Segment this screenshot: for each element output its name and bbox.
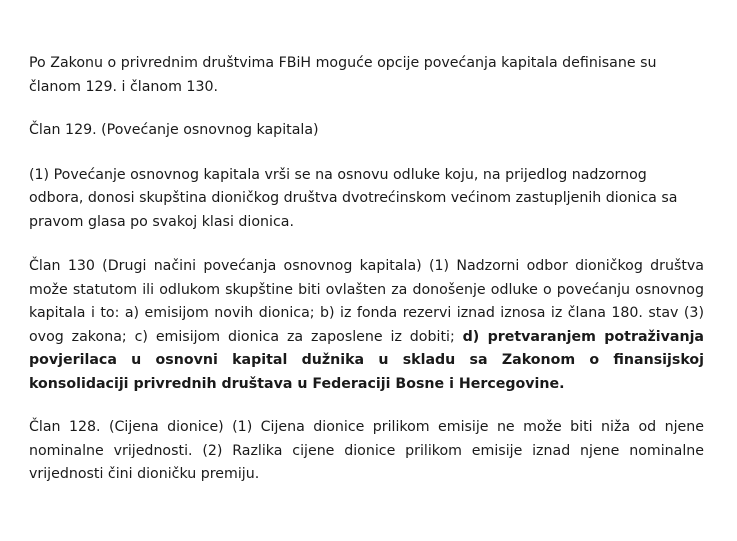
article-128-paragraph: Član 128. (Cijena dionice) (1) Cijena dionice prilikom emisije ne može biti niža od njene nominalne vrijednosti. (2) Razlika cijene dionice prilikom emisije iznad njene nominalne vrijednosti čini dioničku premiju. [29, 419, 704, 482]
article-129-paragraph: (1) Povećanje osnovnog kapitala vrši se na osnovu odluke koju, na prijedlog nadzornog odbora, donosi skupština dioničkog društva dvotrećinskom većinom zastupljenih dionica sa pravom glasa po svakoj klasi dionica. [29, 166, 678, 230]
document-body [29, 52, 704, 507]
article-130-paragraph [29, 255, 704, 396]
article-129-heading: Član 129. (Povećanje osnovnog kapitala) [29, 122, 319, 138]
article-130-bold-text: d) pretvaranjem potraživanja povjerilaca u osnovni kapital dužnika u skladu sa Zakonom o finansijskoj konsolidaciji privrednih društava u Federaciji Bosne i Hercegovine. [29, 328, 705, 392]
article-130-text: Član 130 (Drugi načini povećanja osnovnog kapitala) (1) Nadzorni odbor dioničkog društva može statutom ili odlukom skupštine biti ovlašten za donošenje odluke o povećanju osnovnog kapitala i to: a) emisijom novih dionica; b) iz fonda rezervi iznad iznosa iz člana 180. stav (3) ovog zakona; c) emisijom dionica za zaposlene iz dobiti; [29, 258, 704, 345]
intro-paragraph: Po Zakonu o privrednim društvima FBiH moguće opcije povećanja kapitala definisane su članom 129. i članom 130. [29, 55, 657, 95]
